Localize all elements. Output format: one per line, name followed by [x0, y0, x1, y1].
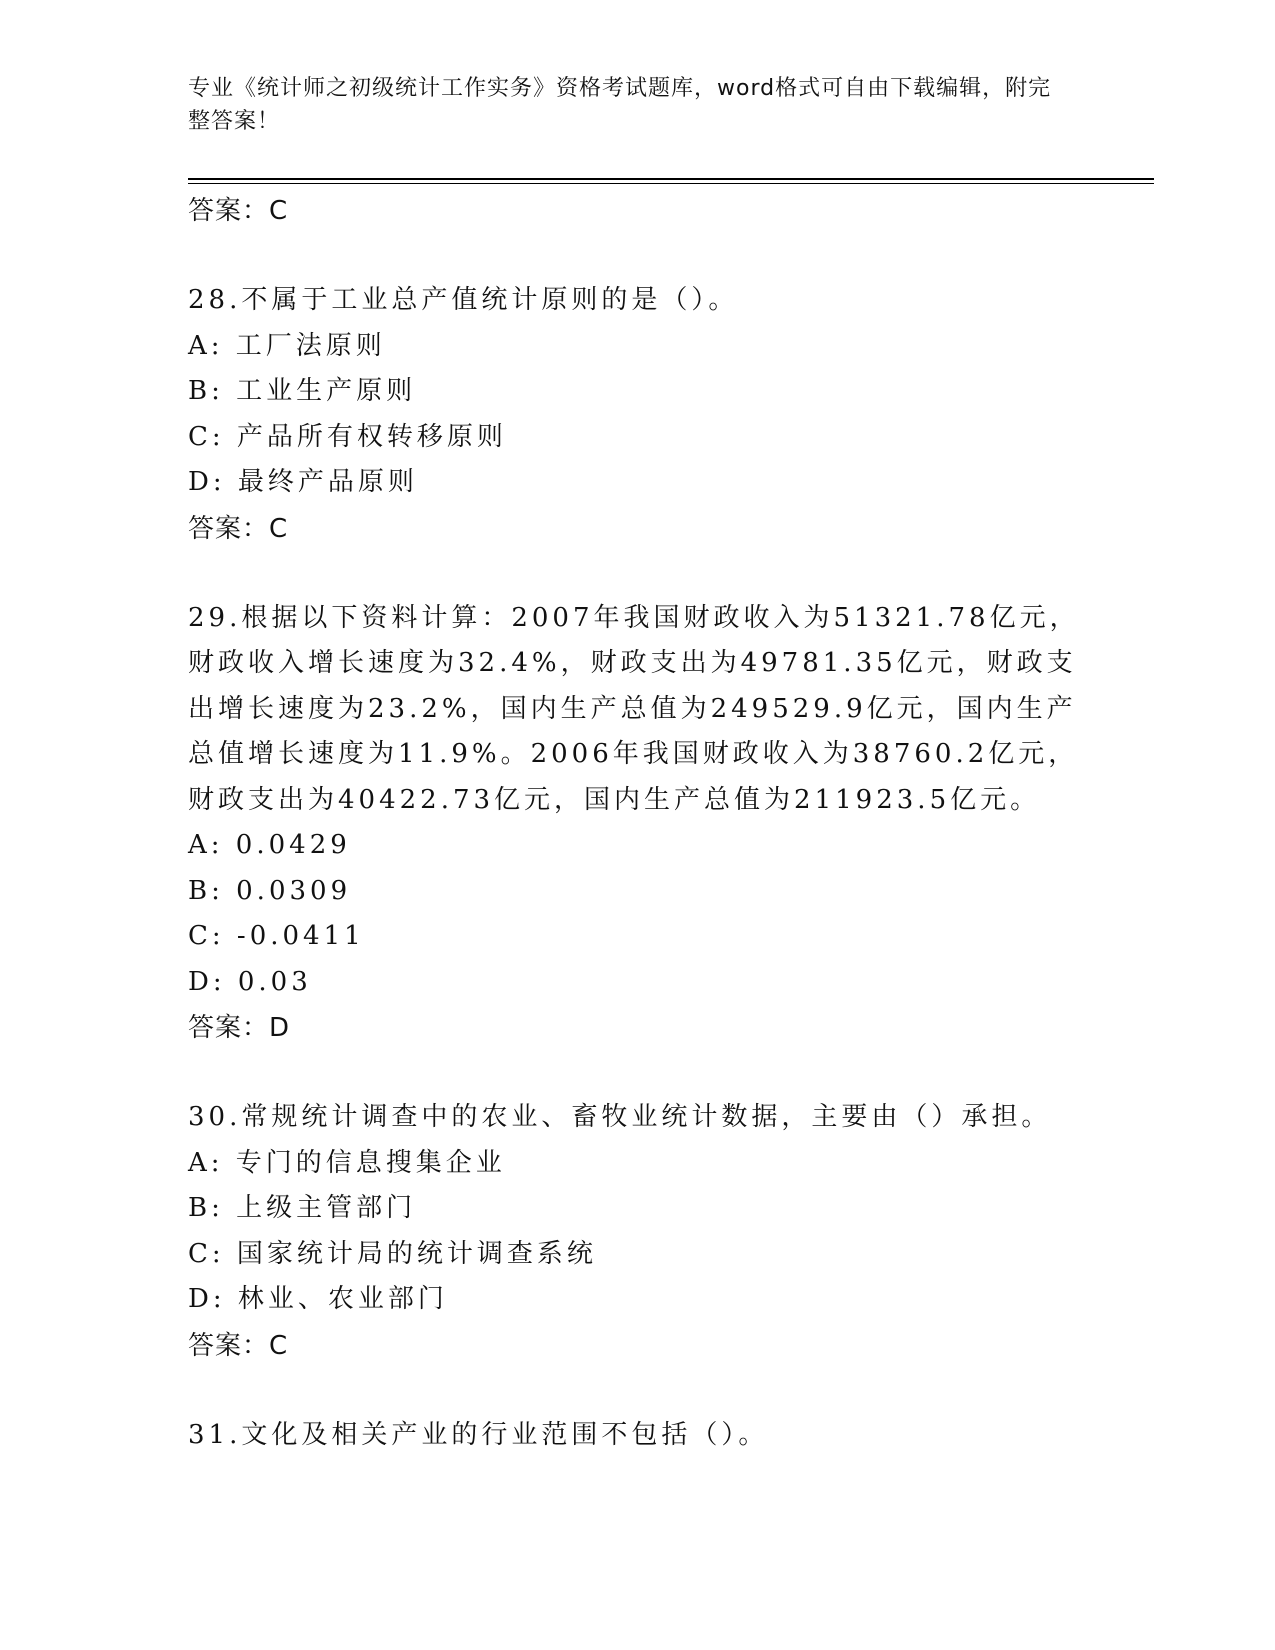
question-28: [188, 278, 1088, 552]
option-c: C: -0.0411: [188, 921, 365, 951]
option-a: A: 工厂法原则: [188, 330, 386, 361]
spacer: [188, 1051, 1088, 1095]
option-a: A: 专门的信息搜集企业: [188, 1147, 506, 1178]
question-text: 28.不属于工业总产值统计原则的是（）。: [188, 285, 739, 315]
option-b: B: 上级主管部门: [188, 1193, 417, 1223]
answer-line: 答案：C: [188, 1330, 289, 1361]
spacer: [188, 1369, 1088, 1413]
question-31: [188, 1413, 1088, 1459]
spacer: [188, 552, 1088, 596]
spacer: [188, 234, 1088, 278]
question-text: 31.文化及相关产业的行业范围不包括（）。: [188, 1419, 769, 1450]
question-text: 30.常规统计调查中的农业、畜牧业统计数据，主要由（）承担。: [188, 1102, 1052, 1132]
option-a: A: 0.0429: [188, 830, 351, 860]
question-30: [188, 1095, 1088, 1369]
option-b: B: 0.0309: [188, 875, 352, 906]
document-body: [188, 188, 1088, 1458]
option-c: C: 国家统计局的统计调查系统: [188, 1238, 597, 1269]
option-d: D: 最终产品原则: [188, 467, 418, 497]
option-d: D: 0.03: [188, 966, 312, 997]
header-divider: [188, 178, 1154, 184]
answer-line: 答案：D: [188, 1013, 291, 1043]
option-c: C: 产品所有权转移原则: [188, 421, 507, 452]
answer-line: 答案：C: [188, 513, 289, 544]
question-text: 29.根据以下资料计算：2007年我国财政收入为51321.78亿元，财政收入增长速度为32.4%，财政支出为49781.35亿元，财政支出增长速度为23.2%，国内生产总值为249529.9亿元，国内生产总值增长速度为11.9%。2006年我国财政收入为38760.2亿元，财政支出为40422.73亿元，国内生产总值为211923.5亿元。: [188, 602, 1080, 815]
option-d: D: 林业、农业部门: [188, 1284, 448, 1314]
answer-line: 答案：C: [188, 196, 289, 226]
option-b: B: 工业生产原则: [188, 376, 417, 406]
document-header: 专业《统计师之初级统计工作实务》资格考试题库，word格式可自由下载编辑，附完整答案！: [188, 76, 1052, 134]
question-29: [188, 596, 1088, 1052]
